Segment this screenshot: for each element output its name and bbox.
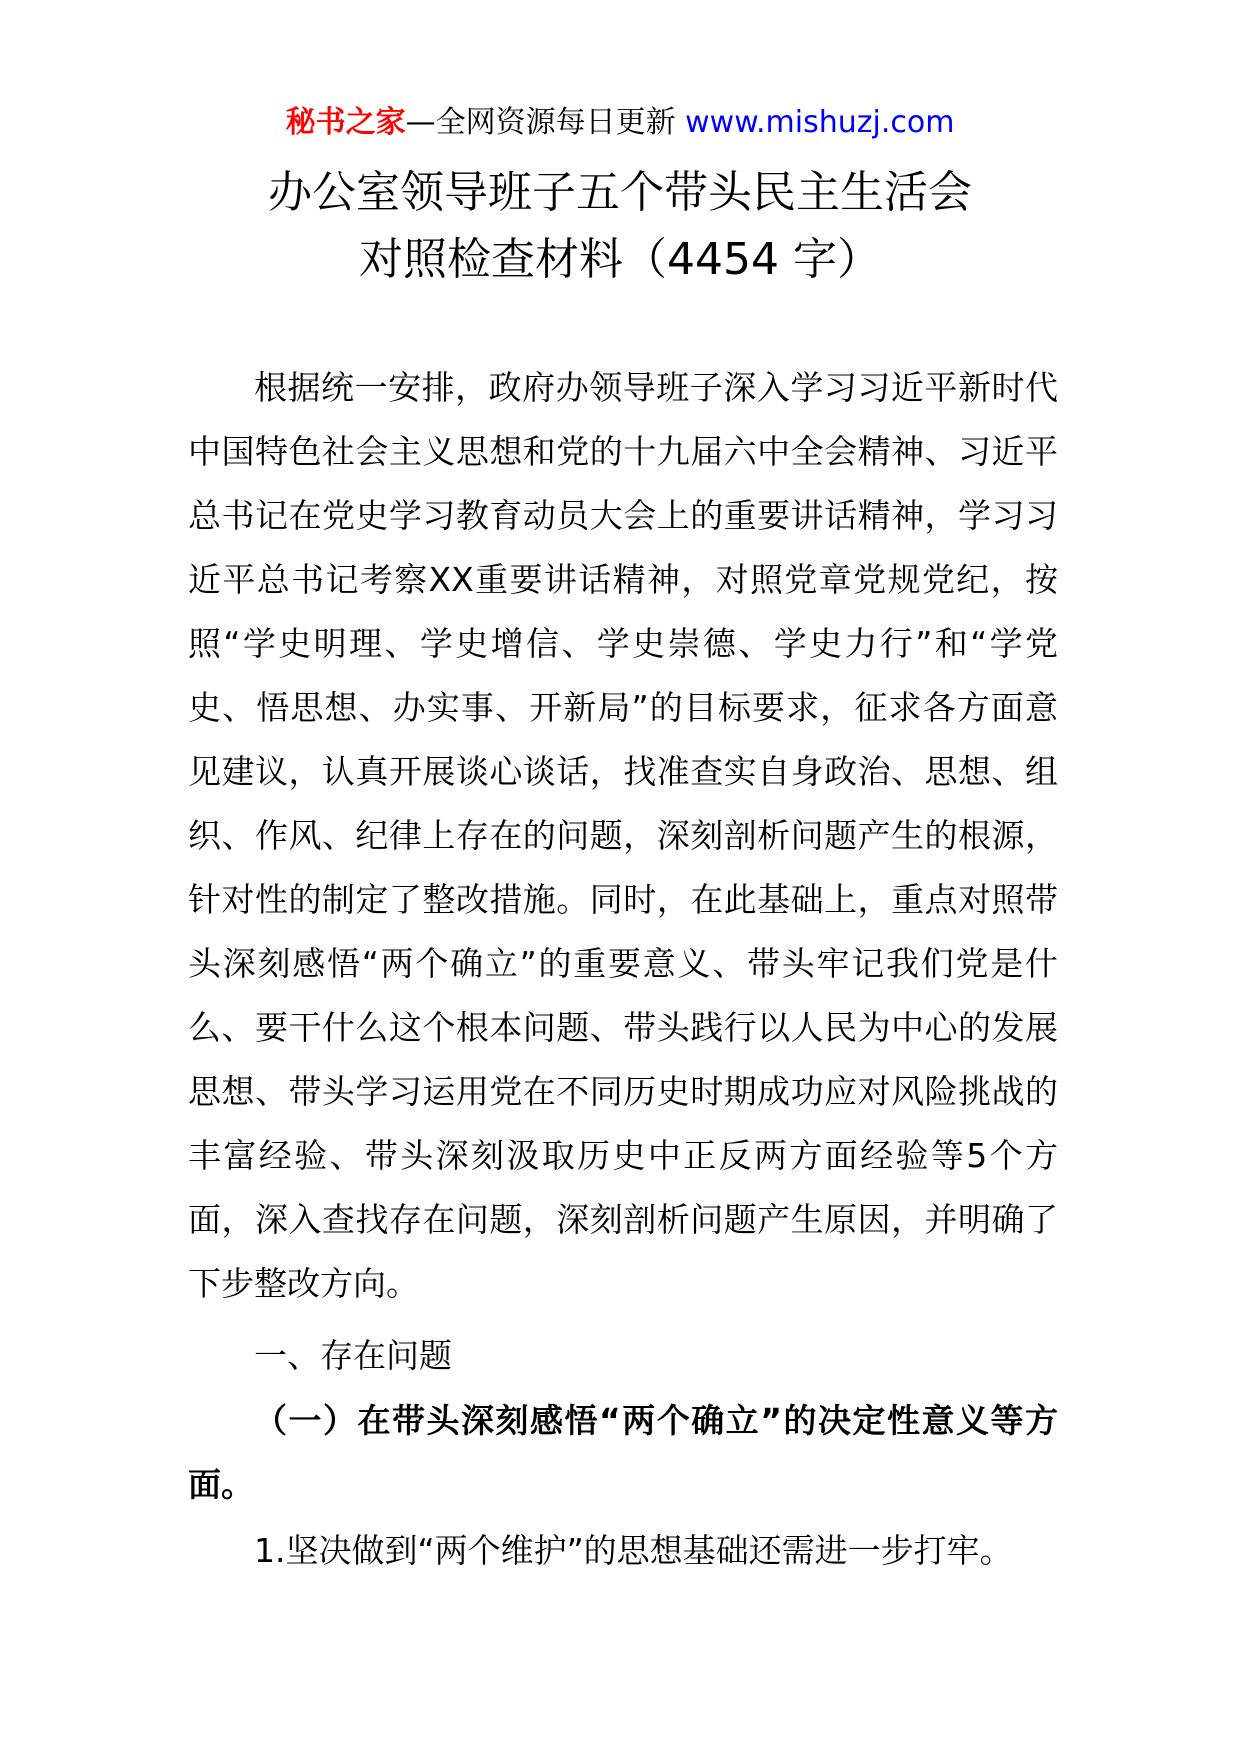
site-header [0,103,1240,143]
intro-paragraph: 根据统一安排，政府办领导班子深入学习习近平新时代中国特色社会主义思想和党的十九届六中全会精神、习近平总书记在党史学习教育动员大会上的重要讲话精神，学习习近平总书记考察XX重要讲话精神，对照党章党规党纪，按照“学史明理、学史增信、学史崇德、学史力行”和“学党史、悟思想、办实事、开新局”的目标要求，征求各方面意见建议，认真开展谈心谈话，找准查实自身政治、思想、组织、作风、纪律上存在的问题，深刻剖析问题产生的根源，针对性的制定了整改措施。同时，在此基础上，重点对照带头深刻感悟“两个确立”的重要意义、带头牢记我们党是什么、要干什么这个根本问题、带头践行以人民为中心的发展思想、带头学习运用党在不同历史时期成功应对风险挑战的丰富经验、带头深刻汲取历史中正反两方面经验等5个方面，深入查找存在问题，深刻剖析问题产生原因，并明确了下步整改方向。 [188,368,1058,1303]
document-title-line-1: 办公室领导班子五个带头民主生活会 [268,167,972,218]
list-item: 1.坚决做到“两个维护”的思想基础还需进一步打牢。 [254,1531,1013,1570]
site-url-link[interactable]: www.mishuzj.com [685,105,955,140]
document-title-line-2: 对照检查材料（4454 字） [359,234,881,285]
header-tagline: —全网资源每日更新 [405,105,676,140]
section-heading: 一、存在问题 [254,1336,452,1375]
brand-name: 秘书之家 [285,105,406,140]
sub-heading: （一）在带头深刻感悟“两个确立”的决定性意义等方面。 [188,1401,1058,1504]
